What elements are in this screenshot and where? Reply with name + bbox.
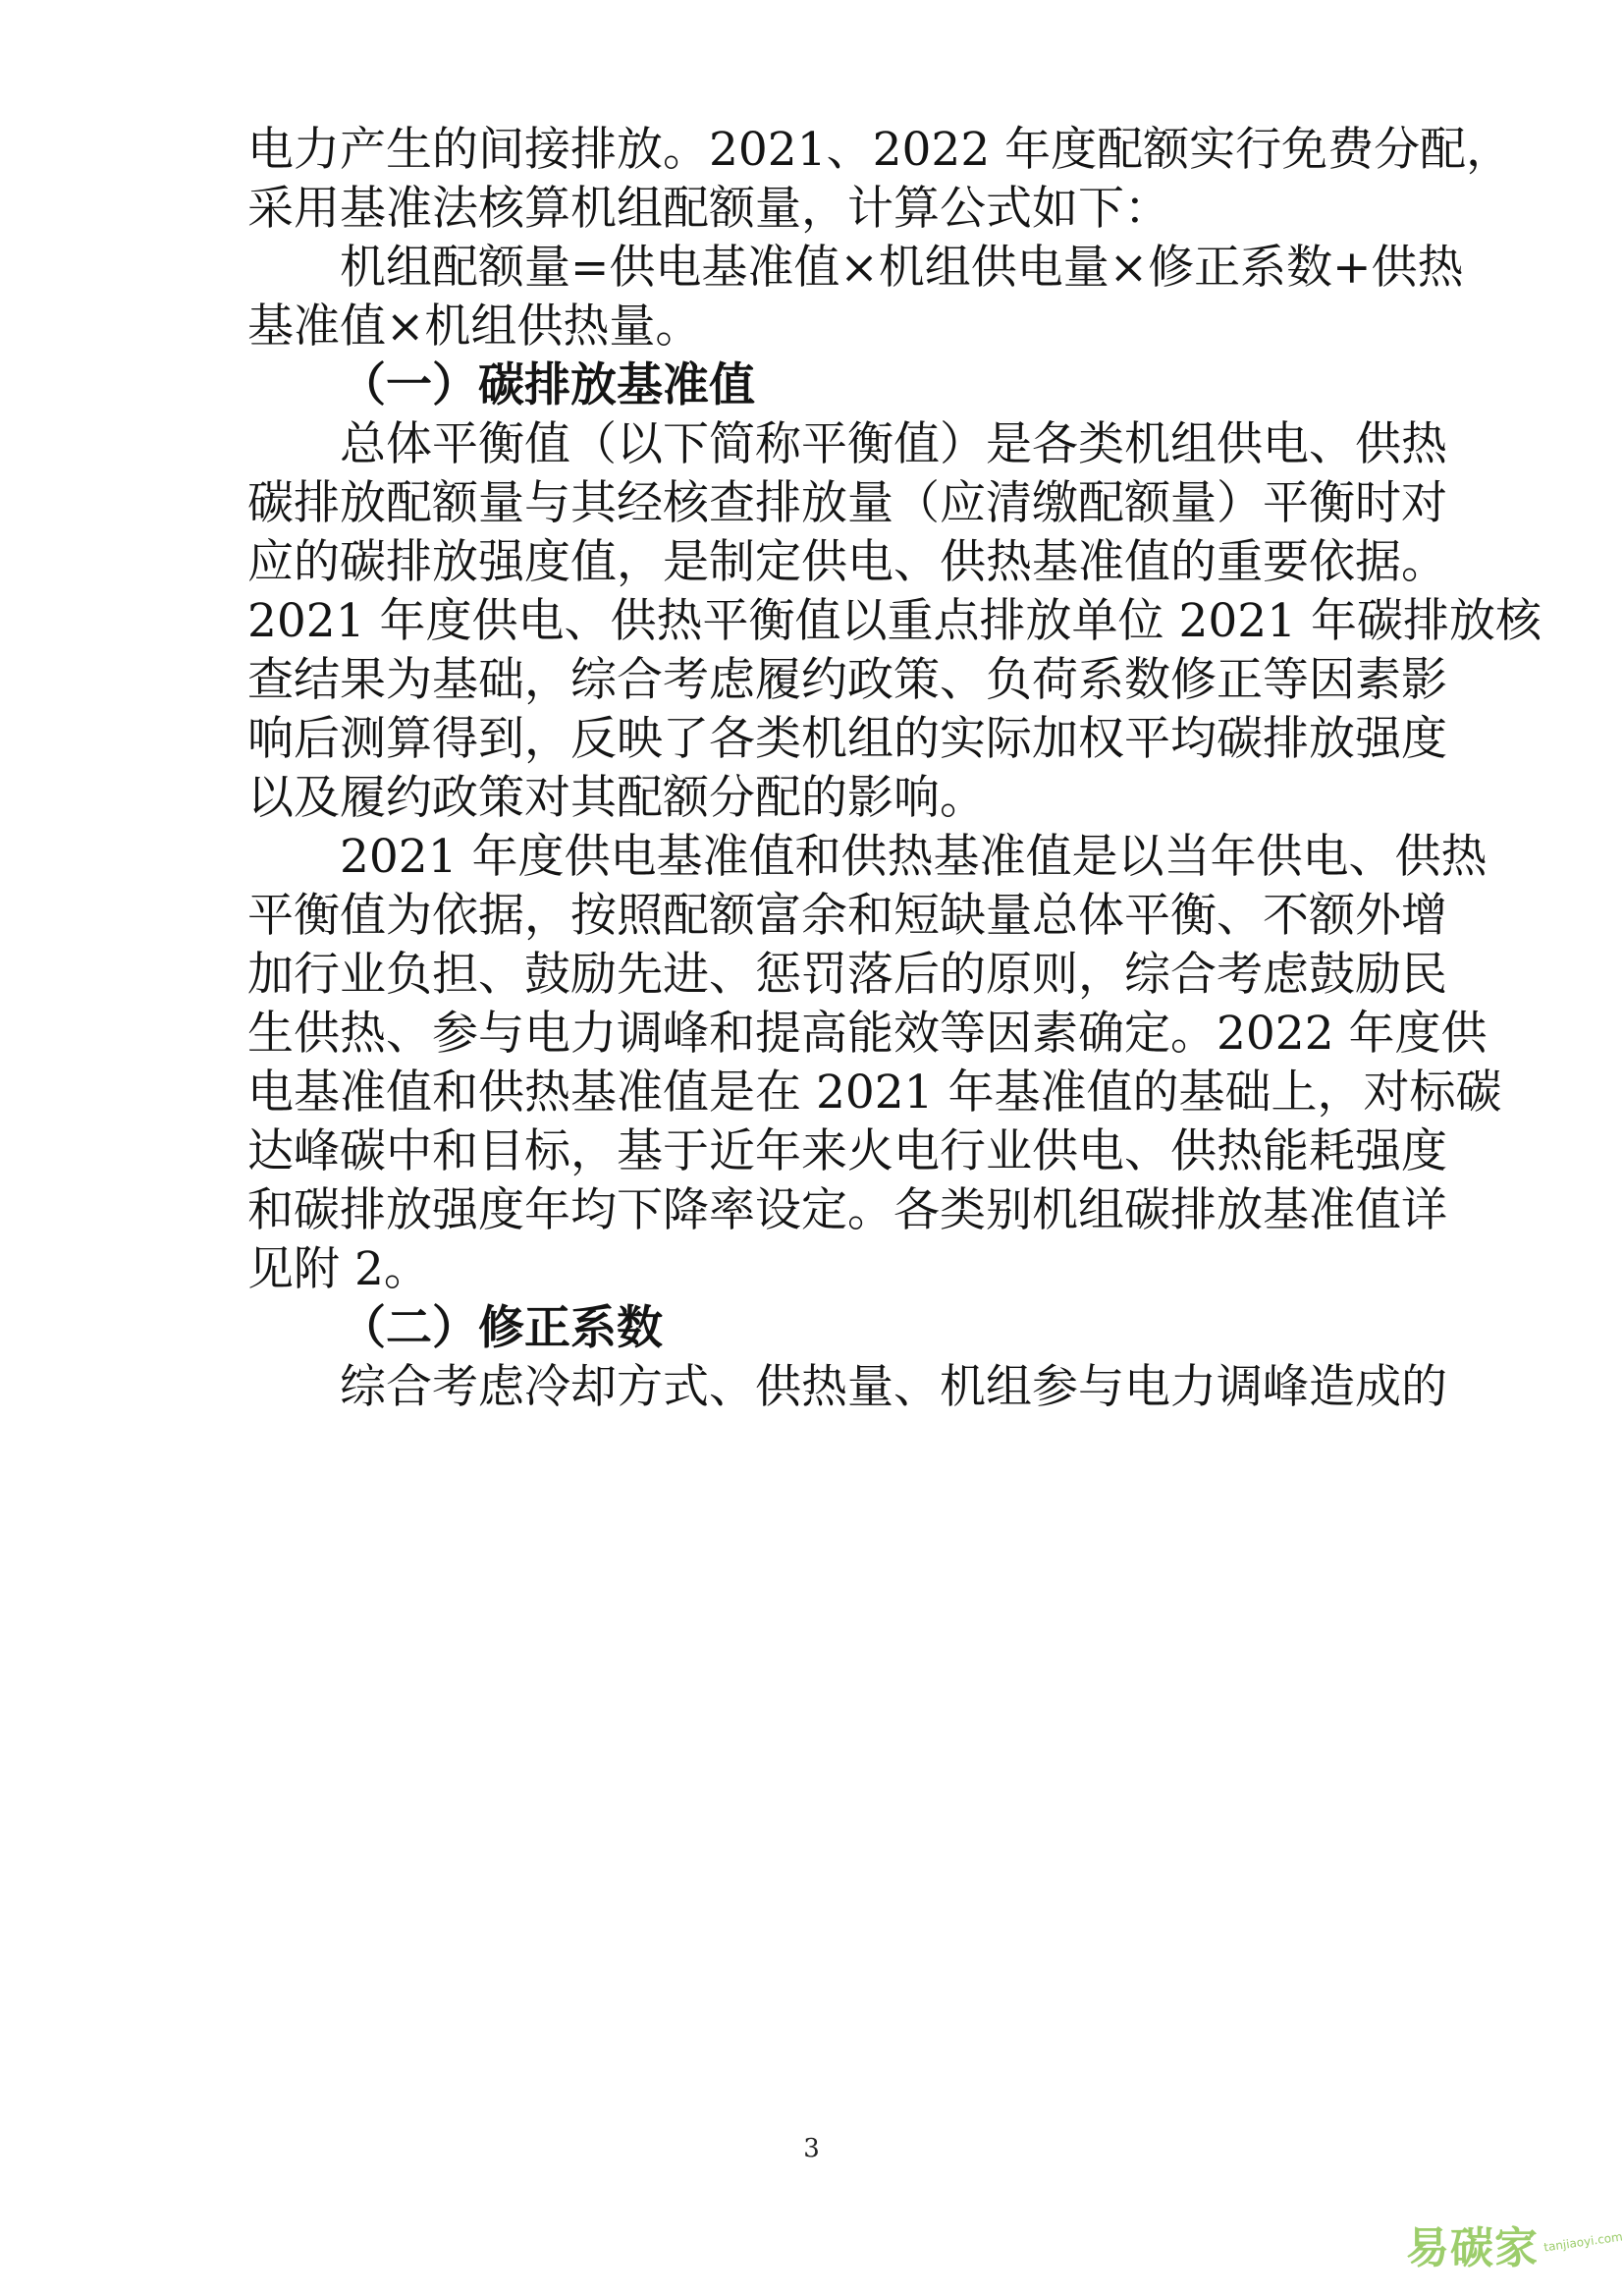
text-line: 机组配额量=供电基准值×机组供电量×修正系数+供热 (340, 241, 1464, 295)
text-line: 电力产生的间接排放。2021、2022 年度配额实行免费分配， (247, 123, 1513, 177)
text-line: 以及履约政策对其配额分配的影响。 (247, 771, 986, 825)
text-line: 电基准值和供热基准值是在 2021 年基准值的基础上，对标碳 (247, 1066, 1502, 1120)
text-line: 应的碳排放强度值，是制定供电、供热基准值的重要依据。 (247, 535, 1447, 589)
text-line: 2021 年度供电基准值和供热基准值是以当年供电、供热 (340, 830, 1488, 884)
watermark-domain: tanjiaoyi.com (1542, 2229, 1623, 2255)
text-line: 达峰碳中和目标，基于近年来火电行业供电、供热能耗强度 (247, 1124, 1447, 1178)
text-line: 查结果为基础，综合考虑履约政策、负荷系数修正等因素影 (247, 653, 1447, 707)
text-line: 综合考虑冷却方式、供热量、机组参与电力调峰造成的 (340, 1360, 1447, 1414)
text-line: 平衡值为依据，按照配额富余和短缺量总体平衡、不额外增 (247, 889, 1447, 943)
text-line: 见附 2。 (247, 1242, 430, 1296)
text-line: 基准值×机组供热量。 (247, 300, 702, 354)
text-line: 采用基准法核算机组配额量，计算公式如下： (247, 182, 1170, 236)
section-heading: （二）修正系数 (340, 1301, 663, 1355)
text-line: 总体平衡值（以下简称平衡值）是各类机组供电、供热 (340, 417, 1447, 471)
watermark-logo: 易碳家 (1406, 2223, 1539, 2273)
text-line: 生供热、参与电力调峰和提高能效等因素确定。2022 年度供 (247, 1007, 1488, 1061)
page-number: 3 (803, 2134, 820, 2163)
text-line: 碳排放配额量与其经核查排放量（应清缴配额量）平衡时对 (247, 476, 1447, 530)
text-line: 2021 年度供电、供热平衡值以重点排放单位 2021 年碳排放核 (247, 594, 1542, 648)
text-line: 和碳排放强度年均下降率设定。各类别机组碳排放基准值详 (247, 1183, 1447, 1237)
watermark (1406, 2221, 1623, 2280)
section-heading: （一）碳排放基准值 (340, 358, 755, 412)
text-line: 响后测算得到，反映了各类机组的实际加权平均碳排放强度 (247, 712, 1447, 766)
text-line: 加行业负担、鼓励先进、惩罚落后的原则，综合考虑鼓励民 (247, 948, 1447, 1002)
